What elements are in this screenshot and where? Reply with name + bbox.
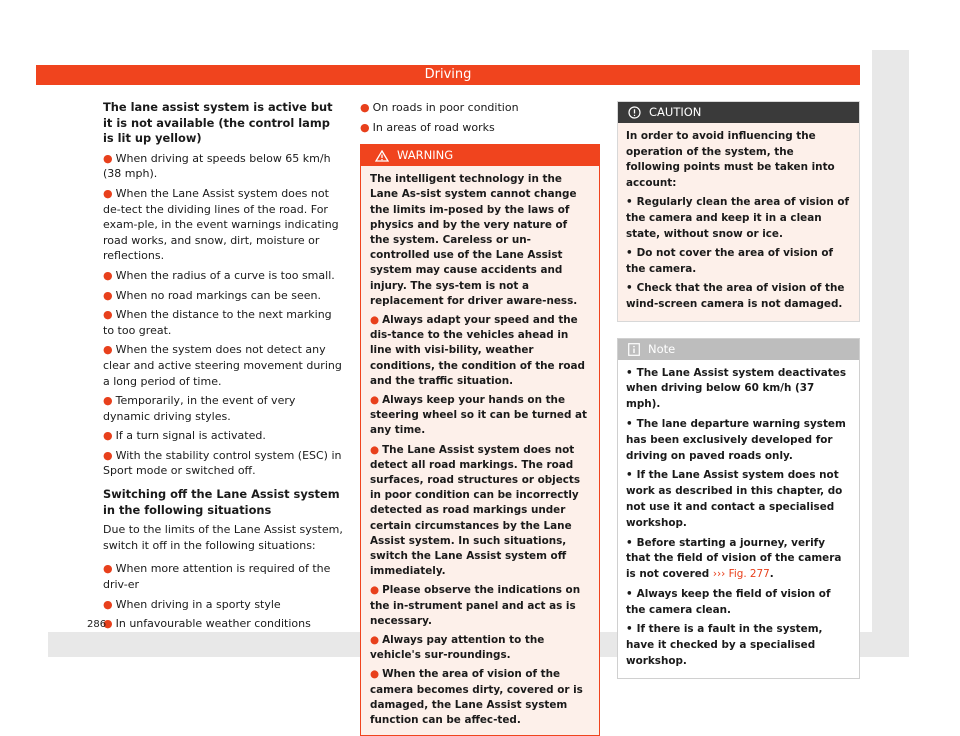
list-item: ● With the stability control system (ESC) in Sport mode or switched off. <box>103 448 342 478</box>
bullet-icon: • <box>626 417 633 430</box>
bullet-icon: ● <box>360 120 370 134</box>
note-header <box>618 339 859 360</box>
list-item: ● Temporarily, in the event of very dynamic driving styles. <box>103 394 296 423</box>
bullet-icon: ● <box>103 186 113 200</box>
heading-active-unavailable: The lane assist system is active but it is not available (the control lamp is lit up yellow) <box>103 100 333 146</box>
figure-link[interactable]: ››› Fig. 277 <box>712 568 770 581</box>
warning-header <box>361 145 599 166</box>
warning-item: ● Always keep your hands on the steering wheel so it can be turned at any time. <box>370 394 587 437</box>
caution-header <box>618 102 859 123</box>
list-item: ● In unfavourable weather conditions <box>103 617 311 631</box>
bullet-icon: • <box>626 247 633 260</box>
list-item: ● When no road markings can be seen. <box>103 288 321 302</box>
bullet-icon: • <box>626 623 633 636</box>
bullet-icon: ● <box>103 343 113 357</box>
note-item: • Before starting a journey, verify that the field of vision of the camera is not covered ››› Fig. 277. <box>626 536 842 581</box>
intro-text: Due to the limits of the Lane Assist system, switch it off in the following situations: <box>103 523 343 552</box>
warning-body <box>361 166 599 735</box>
page-number: 286 <box>87 619 107 630</box>
note-item: • The lane departure warning system has been exclusively developed for driving on paved roads only. <box>626 417 846 462</box>
bullet-icon: • <box>626 366 633 379</box>
list-item: ● On roads in poor condition <box>360 101 519 114</box>
list-item: ● In areas of road works <box>360 120 495 134</box>
info-icon <box>628 343 640 356</box>
list-item: ● If a turn signal is activated. <box>103 429 266 443</box>
bullet-icon: ● <box>370 584 380 597</box>
caution-box <box>617 101 860 322</box>
warning-item: ● Always adapt your speed and the dis-tance to the vehicles ahead in line with visi-bility, weather conditions, the condition of the road and the traffic situation. <box>370 314 585 387</box>
caution-item: • Regularly clean the area of vision of the camera and keep it in a clean state, without snow or ice. <box>626 196 849 240</box>
bullet-icon: ● <box>370 314 380 327</box>
bullet-icon: ● <box>103 617 113 631</box>
caution-item: • Do not cover the area of vision of the camera. <box>626 247 834 275</box>
note-title: Note <box>648 341 676 356</box>
caution-body <box>618 123 859 321</box>
bullet-icon: ● <box>370 443 380 456</box>
note-item: • If the Lane Assist system does not work as described in this chapter, do not use it and contact a specialised workshop. <box>626 469 843 529</box>
bullet-icon: • <box>626 469 633 482</box>
caution-circle-icon <box>628 106 641 119</box>
bullet-icon: ● <box>370 668 380 681</box>
list-item: ● When more attention is required of the driv-er <box>103 562 331 592</box>
bullet-icon: • <box>626 536 633 549</box>
list-conditions <box>103 151 343 479</box>
bullet-icon: ● <box>103 151 113 165</box>
bullet-icon: ● <box>360 101 370 114</box>
column-right <box>617 101 860 679</box>
warning-title: WARNING <box>397 148 454 163</box>
warning-item: ● The Lane Assist system does not detect all road markings. The road surfaces, road structures or objects in poor condition can be incorrectly detected as road markings under certain circumstances by the Lane Assist system. In such situations, switch the Lane Assist system off immediately. <box>370 443 581 578</box>
list-item: ● When driving in a sporty style <box>103 597 281 611</box>
bullet-icon: ● <box>103 597 113 611</box>
bullet-icon: ● <box>103 448 113 462</box>
list-item: ● When the distance to the next marking to too great. <box>103 308 332 337</box>
warning-box <box>360 144 600 736</box>
list-item: ● When the system does not detect any clear and active steering movement during a long period of time. <box>103 343 342 388</box>
bullet-icon: • <box>626 282 633 295</box>
note-item: • If there is a fault in the system, have it checked by a specialised workshop. <box>626 623 823 668</box>
warning-item: ● Please observe the indications on the in-strument panel and act as is necessary. <box>370 584 581 627</box>
bullet-icon: ● <box>370 634 380 647</box>
list-item: ● When driving at speeds below 65 km/h (38 mph). <box>103 151 331 181</box>
section-header: Driving <box>36 65 860 85</box>
note-box <box>617 338 860 679</box>
bullet-icon: ● <box>103 268 113 282</box>
bullet-icon: • <box>626 196 633 209</box>
note-item: • Always keep the field of vision of the camera clean. <box>626 587 831 616</box>
warning-triangle-icon <box>375 150 389 162</box>
heading-switching-off: Switching off the Lane Assist system in the following situations <box>103 487 340 517</box>
warning-intro: The intelligent technology in the Lane As-sist system cannot change the limits im-posed by the laws of physics and by the very nature of the system. Careless or un-controlled use of the Lane Assist system may cause accidents and injury. The sys-tem is not a replacement for driver aware-ness. <box>370 173 578 307</box>
bullet-icon: ● <box>370 394 380 407</box>
note-body <box>618 360 859 678</box>
caution-item: • Check that the area of vision of the wind-screen camera is not damaged. <box>626 282 845 310</box>
column-left <box>103 100 343 636</box>
warning-item: ● When the area of vision of the camera becomes dirty, covered or is damaged, the Lane Assist system function can be affec-ted. <box>370 668 583 727</box>
bullet-icon: ● <box>103 562 113 576</box>
caution-intro: In order to avoid influencing the operation of the system, the following points must be taken into account: <box>626 130 835 189</box>
bullet-icon: ● <box>103 308 113 322</box>
bullet-icon: ● <box>103 288 113 302</box>
column-middle <box>360 100 600 736</box>
list-switch-off <box>103 561 343 631</box>
bullet-icon: • <box>626 587 633 600</box>
list-item: ● When the radius of a curve is too small. <box>103 268 335 282</box>
bullet-icon: ● <box>103 429 113 443</box>
note-item: • The Lane Assist system deactivates when driving below 60 km/h (37 mph). <box>626 366 847 411</box>
warning-item: ● Always pay attention to the vehicle's sur-roundings. <box>370 634 545 662</box>
bullet-icon: ● <box>103 394 113 408</box>
caution-title: CAUTION <box>649 105 702 119</box>
list-item: ● When the Lane Assist system does not de-tect the dividing lines of the road. For exam-ple, in the event warnings indicating road works, and snow, dirt, moisture or reflections. <box>103 186 339 263</box>
